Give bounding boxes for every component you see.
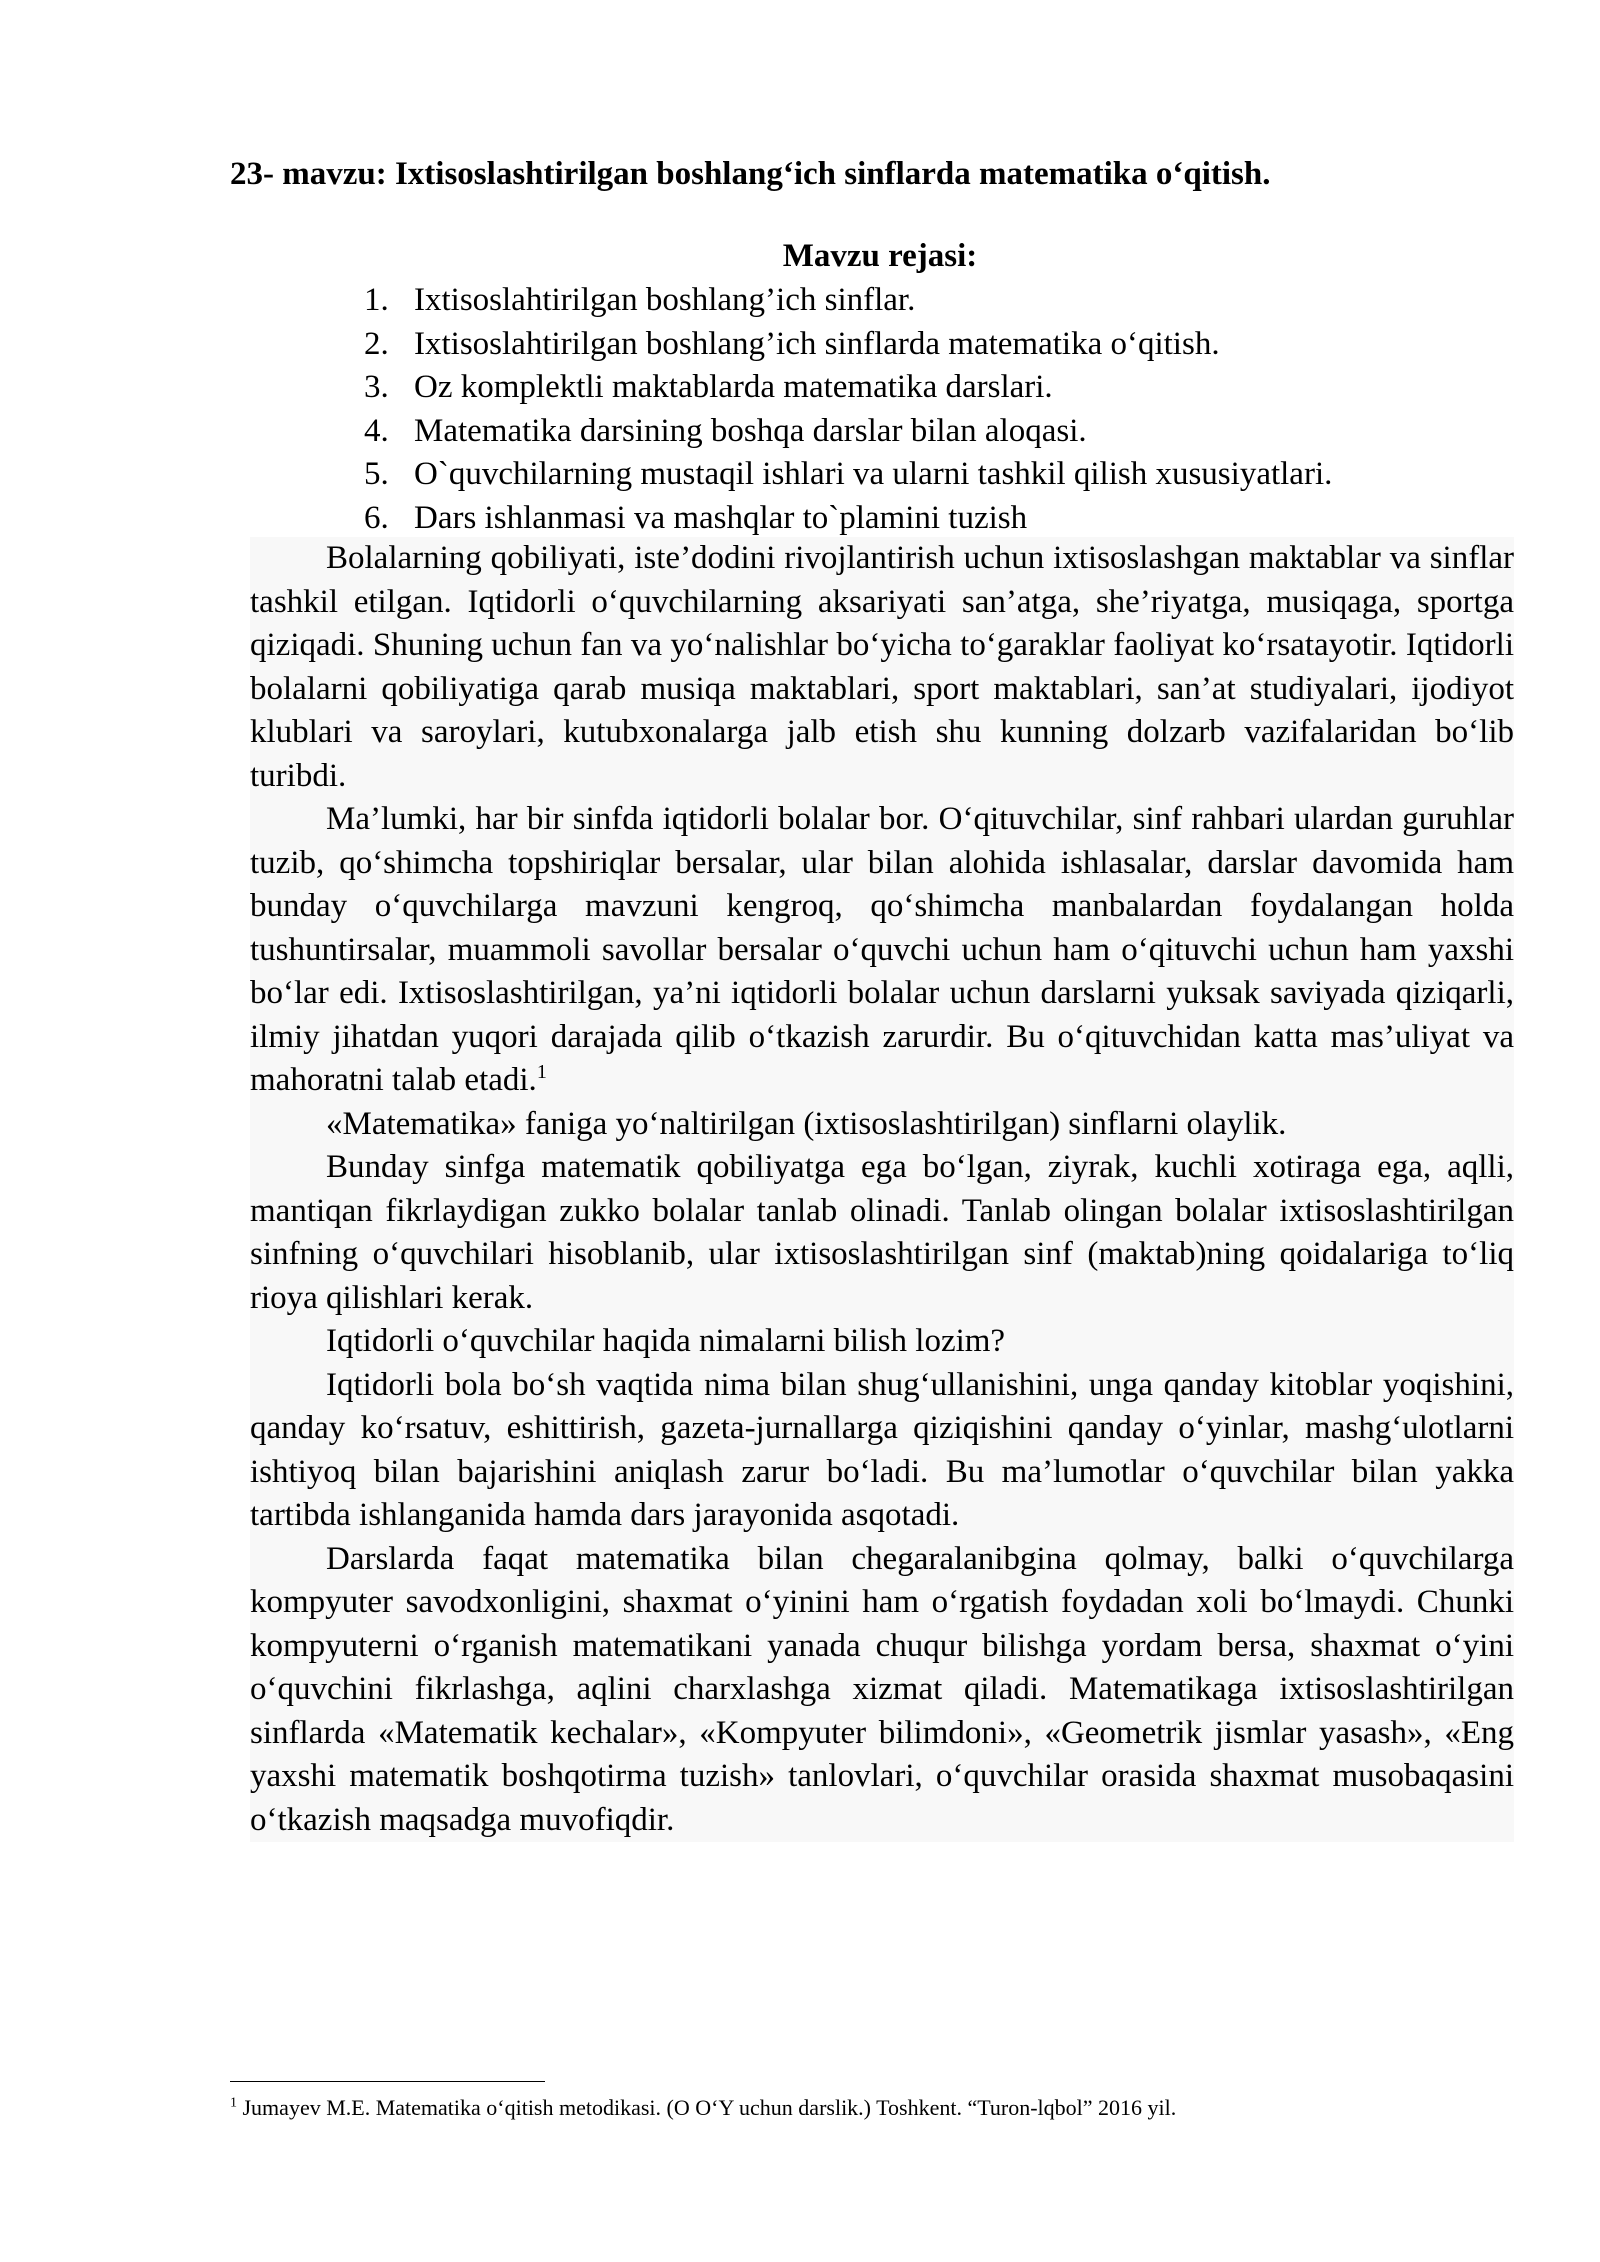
plan-item-number: 1. — [364, 282, 389, 318]
plan-item-text: Ixtisoslahtirilgan boshlang’ich sinflarda matematika o‘qitish. — [414, 325, 1220, 362]
plan-item — [364, 497, 1524, 541]
paragraph — [250, 798, 1514, 1103]
plan-item — [364, 279, 1524, 323]
paragraph: Iqtidorli o‘quvchilar haqida nimalarni bilish lozim? — [326, 1323, 1006, 1359]
plan-item-text: Matematika darsining boshqa darslar bilan aloqasi. — [414, 412, 1087, 449]
paragraph: Darslarda faqat matematika bilan chegaralanibgina qolmay, balki o‘quvchilarga kompyuter savodxonligini, shaxmat o‘yinini ham o‘rgatish foydadan xoli bo‘lmaydi. Chunki kompyuterni o‘rganish matematikani yanada chuqur bilishga yordam bersa, shaxmat o‘yini o‘quvchini fikrlashga, aqlini charxlashga xizmat qiladi. Matematikaga ixtisoslashtirilgan sinflarda «Matematik kechalar», «Kompyuter bilimdoni», «Geometrik jismlar yasash», «Eng yaxshi matematik boshqotirma tuzish» tanlovlari, o‘quvchilar orasida shaxmat musobaqasini o‘tkazish maqsadga muvofiqdir. — [250, 1540, 1514, 1838]
plan-item-number: 5. — [364, 456, 389, 492]
page-title: 23- mavzu: Ixtisoslashtirilgan boshlang‘ich sinflarda matematika o‘qitish. — [230, 156, 1271, 192]
plan-item-text: Oz komplektli maktablarda matematika darslari. — [414, 369, 1053, 405]
paragraph: Bolalarning qobiliyati, iste’dodini rivojlantirish uchun ixtisoslashgan maktablar va sinflar tashkil etilgan. Iqtidorli o‘quvchilarning aksariyati san’atga, she’riyatga, musiqaga, sportga qiziqadi. Shuning uchun fan va yo‘nalishlar bo‘yicha to‘garaklar faoliyat ko‘rsatayotir. Iqtidorli bolalarni qobiliyatiga qarab musiqa maktablari, sport maktablari, san’at studiyalari, ijodiyot klublari va saroylari, kutubxonalarga jalb etish shu kunning dolzarb vazifalaridan bo‘lib turibdi. — [250, 540, 1514, 794]
plan-item-number: 4. — [364, 412, 389, 449]
paragraph: Bunday sinfga matematik qobiliyatga ega bo‘lgan, ziyrak, kuchli xotiraga ega, aqlli, mantiqan fikrlaydigan zukko bolalar tanlab olinadi. Tanlab olingan bolalar ixtisoslashtirilgan sinfning o‘quvchilari hisoblanib, ular ixtisoslashtirilgan sinf (maktab)ning qoidalariga to‘liq rioya qilishlari kerak. — [250, 1149, 1514, 1316]
footnote-divider — [230, 2081, 545, 2082]
plan-item-number: 2. — [364, 325, 389, 362]
plan-list — [364, 279, 1524, 540]
plan-item-number: 3. — [364, 369, 389, 405]
paragraph: «Matematika» faniga yo‘naltirilgan (ixtisoslashtirilgan) sinflarni olaylik. — [326, 1105, 1287, 1142]
plan-item-text: Dars ishlanmasi va mashqlar to`plamini tuzish — [414, 499, 1028, 536]
plan-item — [364, 366, 1524, 410]
paragraph: Iqtidorli bola bo‘sh vaqtida nima bilan shug‘ullanishini, unga qanday kitoblar yoqishini, qanday ko‘rsatuv, eshittirish, gazeta-jurnallarga qiziqishini qanday o‘yinlar, mashg‘ulotlarni ishtiyoq bilan bajarishini aniqlash zarur bo‘ladi. Bu ma’lumotlar o‘quvchilar bilan yakka tartibda ishlanganida hamda dars jarayonida asqotadi. — [250, 1366, 1514, 1533]
footnote-reference[interactable]: 1 — [536, 1061, 547, 1083]
footnote-marker: 1 — [230, 2095, 237, 2111]
body-text — [250, 537, 1514, 1842]
plan-item — [364, 410, 1524, 454]
footnote-text: Jumayev M.E. Matematika o‘qitish metodikasi. (O O‘Y uchun darslik.) Toshkent. “Turon-lqbol” 2016 yil. — [237, 2095, 1177, 2120]
plan-item-text: O`quvchilarning mustaqil ishlari va ularni tashkil qilish xususiyatlari. — [414, 456, 1333, 492]
plan-item-number: 6. — [364, 499, 389, 536]
plan-item — [364, 323, 1524, 367]
plan-heading: Mavzu rejasi: — [782, 238, 978, 274]
plan-item — [364, 453, 1524, 497]
plan-item-text: Ixtisoslahtirilgan boshlang’ich sinflar. — [414, 282, 916, 318]
footnote — [230, 2094, 1530, 2122]
paragraph-text: Ma’lumki, har bir sinfda iqtidorli bolalar bor. O‘qituvchilar, sinf rahbari ulardan guruhlar tuzib, qo‘shimcha topshiriqlar bersalar, ular bilan alohida ishlasalar, darslar davomida ham bunday o‘quvchilarga mavzuni kengroq, qo‘shimcha manbalardan foydalangan holda tushuntirsalar, muammoli savollar bersalar o‘quvchi uchun ham o‘qituvchi uchun ham yaxshi bo‘lar edi. Ixtisoslashtirilgan, ya’ni iqtidorli bolalar uchun darslarni yuksak saviyada qiziqarli, ilmiy jihatdan yuqori darajada qilib o‘tkazish zarurdir. Bu o‘qituvchidan katta mas’uliyat va mahoratni talab etadi. — [250, 801, 1514, 1098]
